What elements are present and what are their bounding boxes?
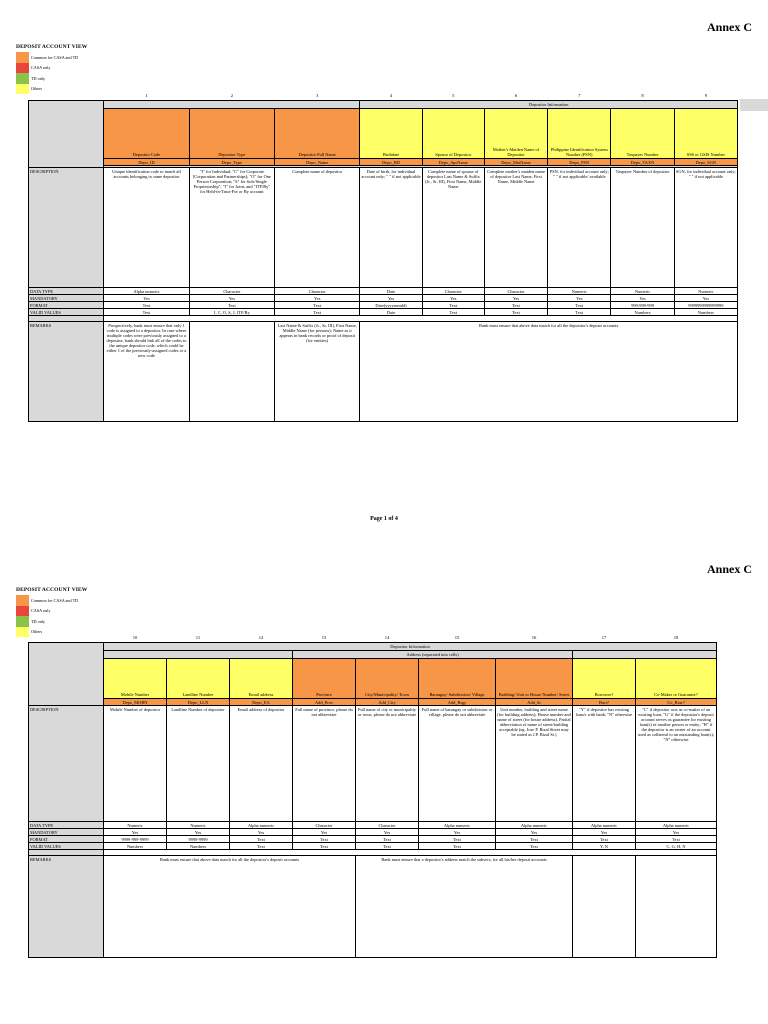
- column-number: 17: [601, 634, 607, 640]
- data-type-cell: Character: [275, 288, 360, 295]
- description-row: [29, 168, 738, 288]
- subgroup-header-row: [29, 651, 717, 659]
- subgroup-empty: [573, 651, 717, 659]
- description-cell: Landline Number of depositor: [167, 706, 230, 822]
- format-cell: 9999999999999999: [674, 302, 737, 309]
- remarks-cell: Bank must ensure that a depositor's address match the subsecs, for all his/her deposit accounts: [356, 856, 573, 958]
- legend-item: Others: [16, 627, 78, 638]
- field-code: Depo_EA: [230, 699, 293, 706]
- row-label-data-type: DATA TYPE: [29, 822, 104, 829]
- legend-swatch: [16, 73, 29, 84]
- field-name: Barangay/ Subdivision/ Village: [419, 659, 496, 699]
- mandatory-cell: Yes: [573, 829, 636, 836]
- valid-values-cell: Numbers: [611, 309, 674, 316]
- field-code: Depo_TAXN: [611, 159, 674, 166]
- field-code: Depo_ID: [104, 159, 189, 166]
- format-cell: Text: [484, 302, 547, 309]
- data-type-cell: Character: [422, 288, 484, 295]
- valid-values-cell: I, C, O, S, J, ITF/By: [189, 309, 274, 316]
- field-code-row: [29, 699, 717, 706]
- field-code: Depo_MotName: [484, 159, 547, 166]
- column-number-row: [29, 634, 717, 643]
- row-label-remarks: REMARKS: [29, 856, 104, 958]
- format-cell: Text: [573, 836, 636, 843]
- field-code: Depo_Type: [189, 159, 274, 166]
- legend-swatch: [16, 52, 29, 63]
- subgroup-empty: [104, 651, 293, 659]
- field-code: Depo_Name: [275, 159, 360, 166]
- corner-cell: [29, 101, 104, 168]
- valid-values-cell: Text: [275, 309, 360, 316]
- page-2: [0, 550, 768, 1024]
- mandatory-cell: Yes: [422, 295, 484, 302]
- format-cell: 9999-9999: [167, 836, 230, 843]
- description-cell: "Y" if depositor has existing loan/s with bank; "N" otherwise: [573, 706, 636, 822]
- field-name: Philippine Identification System Number (PSN): [548, 109, 611, 159]
- mandatory-row: [29, 829, 717, 836]
- field-name: Co-Maker or Guarantor?: [636, 659, 717, 699]
- description-cell: Complete mother's maiden name of depositor Last Name, First Name, Middle Name: [484, 168, 547, 288]
- valid-values-cell: Text: [230, 843, 293, 850]
- field-name: Taxpayer Number: [611, 109, 674, 159]
- corner-cell: [29, 643, 104, 706]
- column-number: 2: [230, 92, 233, 98]
- row-label-description: DESCRIPTION: [29, 706, 104, 822]
- format-cell: Text: [293, 836, 356, 843]
- field-code: Depo_PSN: [548, 159, 611, 166]
- column-number: 10: [132, 634, 138, 640]
- format-cell: Text: [422, 302, 484, 309]
- group-header: Depositor Information: [104, 643, 717, 651]
- valid-values-cell: Text: [419, 843, 496, 850]
- format-cell: Text: [419, 836, 496, 843]
- valid-values-cell: Text: [356, 843, 419, 850]
- column-number: 13: [321, 634, 327, 640]
- field-code: Add_Prov: [293, 699, 356, 706]
- field-name: Depositor Type: [189, 109, 274, 159]
- column-number: 14: [384, 634, 390, 640]
- column-number: 3: [316, 92, 319, 98]
- column-number: 12: [258, 634, 264, 640]
- format-cell: Text: [356, 836, 419, 843]
- legend-item: Common for CASA and TD: [16, 595, 78, 606]
- group-header-row: [29, 643, 717, 651]
- side-tab: [740, 99, 768, 111]
- remarks-row: [29, 856, 717, 958]
- format-cell: Text: [636, 836, 717, 843]
- field-code: Depo_LLN: [167, 699, 230, 706]
- format-cell: 999-999-999: [611, 302, 674, 309]
- column-number-row: [29, 92, 738, 101]
- data-type-cell: Alpha numeric: [230, 822, 293, 829]
- field-name: Mobile Number: [104, 659, 167, 699]
- data-type-cell: Numeric: [674, 288, 737, 295]
- row-label-mandatory: MANDATORY: [29, 295, 104, 302]
- mandatory-cell: Yes: [496, 829, 573, 836]
- mandatory-cell: Yes: [293, 829, 356, 836]
- mandatory-cell: Yes: [167, 829, 230, 836]
- remarks-cell: [573, 856, 636, 958]
- mandatory-cell: Yes: [104, 829, 167, 836]
- legend-swatch: [16, 63, 29, 74]
- mandatory-cell: Yes: [104, 295, 189, 302]
- column-number: 5: [452, 92, 455, 98]
- field-name-row: [29, 659, 717, 699]
- legend-swatch: [16, 606, 29, 617]
- remarks-cell: [189, 322, 274, 422]
- data-type-cell: Alpha numeric: [104, 288, 189, 295]
- description-cell: Complete name of depositor: [275, 168, 360, 288]
- spec-table-page1: [28, 92, 738, 422]
- valid-values-cell: C, G, H, N: [636, 843, 717, 850]
- field-code: Depo_MOBN: [104, 699, 167, 706]
- mandatory-cell: Yes: [484, 295, 547, 302]
- field-code: Depo_BD: [360, 159, 422, 166]
- column-number: 16: [531, 634, 537, 640]
- description-cell: Date of birth, for individual account only; " " if not applicable: [360, 168, 422, 288]
- field-name: Depositor Full Name: [275, 109, 360, 159]
- data-type-cell: Date: [360, 288, 422, 295]
- mandatory-cell: Yes: [356, 829, 419, 836]
- data-type-row: [29, 822, 717, 829]
- column-number: 15: [454, 634, 460, 640]
- view-title: DEPOSIT ACCOUNT VIEW: [16, 44, 88, 50]
- remarks-cell: Bank must ensure that above data match for all the depositor's deposit accounts: [360, 322, 738, 422]
- field-code: Borr?: [573, 699, 636, 706]
- field-code: Add_City: [356, 699, 419, 706]
- column-number: 11: [195, 634, 201, 640]
- data-type-cell: Alpha numeric: [496, 822, 573, 829]
- legend: [16, 595, 78, 637]
- valid-values-row: [29, 309, 738, 316]
- column-number: 7: [578, 92, 581, 98]
- field-name: Spouse of Depositor: [422, 109, 484, 159]
- description-cell: Taxpayer Number of depositor: [611, 168, 674, 288]
- mandatory-cell: Yes: [636, 829, 717, 836]
- legend: [16, 52, 78, 94]
- row-label-description: DESCRIPTION: [29, 168, 104, 288]
- view-title: DEPOSIT ACCOUNT VIEW: [16, 587, 88, 593]
- data-type-cell: Numeric: [548, 288, 611, 295]
- row-label-format: FORMAT: [29, 836, 104, 843]
- valid-values-cell: Text: [104, 309, 189, 316]
- description-cell: Unit number, building and street name (for building address); House number and name of street (for house address). Partial abbreviation of name of street/building acceptable (eg. Jose P. Rizal Street may be stated as J.P. Rizal St.): [496, 706, 573, 822]
- field-name: Mother's Maiden Name of Depositor: [484, 109, 547, 159]
- data-type-cell: Numeric: [167, 822, 230, 829]
- legend-item: CASA only: [16, 63, 78, 74]
- field-code: Depo_SpoName: [422, 159, 484, 166]
- description-cell: SGN, for individual account only; " " if not applicable: [674, 168, 737, 288]
- field-name: Landline Number: [167, 659, 230, 699]
- field-name: Birthdate: [360, 109, 422, 159]
- valid-values-cell: Date: [360, 309, 422, 316]
- format-row: [29, 836, 717, 843]
- format-cell: Text: [189, 302, 274, 309]
- remarks-cell: Bank must ensure that above data match for all the depositor's deposit accounts: [104, 856, 356, 958]
- address-header: Address (separated into cells): [293, 651, 573, 659]
- description-cell: "I" for Individual; "C" for Corporate [Corporation and Partnerships]; "O" for One Person Corporation; "S" for Sole/Single Proprietorship"; "J" for Joint; and "ITF/By" for Held-in-Trust-For or By account: [189, 168, 274, 288]
- mandatory-cell: Yes: [189, 295, 274, 302]
- mandatory-cell: Yes: [611, 295, 674, 302]
- mandatory-cell: Yes: [275, 295, 360, 302]
- legend-item: Common for CASA and TD: [16, 52, 78, 63]
- field-code: Co_Borr?: [636, 699, 717, 706]
- valid-values-cell: Text: [496, 843, 573, 850]
- column-number: 1: [145, 92, 148, 98]
- valid-values-row: [29, 843, 717, 850]
- format-cell: Text: [230, 836, 293, 843]
- legend-swatch: [16, 616, 29, 627]
- data-type-row: [29, 288, 738, 295]
- field-name: Building/ Unit or House Number/ Street: [496, 659, 573, 699]
- format-row: [29, 302, 738, 309]
- row-label-valid-values: VALID VALUES: [29, 843, 104, 850]
- field-code: Add_St: [496, 699, 573, 706]
- group-header-row: [29, 101, 738, 109]
- description-row: [29, 706, 717, 822]
- field-name: Email address: [230, 659, 293, 699]
- mandatory-cell: Yes: [674, 295, 737, 302]
- row-label-remarks: REMARKS: [29, 322, 104, 422]
- legend-item: Others: [16, 84, 78, 95]
- valid-values-cell: Numbers: [674, 309, 737, 316]
- remarks-cell: Prospectively, bank must ensure that only 1 code is assigned to a depositor. In case where multiple codes were previously assigned to a depositor, bank should link all of the codes to the unique depositor code, which could be either 1 of the previously-assigned codes or a new code: [104, 322, 189, 422]
- legend-item: TD only: [16, 73, 78, 84]
- format-cell: Text: [496, 836, 573, 843]
- data-type-cell: Alpha numeric: [419, 822, 496, 829]
- field-code: Add_Brgy: [419, 699, 496, 706]
- remarks-cell: Last Name & Suffix (Jr., Sr, III), First Name, Middle Name (for persons); Name as it appears in bank records or proof of deposit (for entities): [275, 322, 360, 422]
- column-number: 18: [673, 634, 679, 640]
- remarks-cell: [636, 856, 717, 958]
- legend-item: CASA only: [16, 606, 78, 617]
- field-name-row: [29, 109, 738, 159]
- field-name: Borrower?: [573, 659, 636, 699]
- valid-values-cell: Text: [548, 309, 611, 316]
- valid-values-cell: Y, N: [573, 843, 636, 850]
- data-type-cell: Alpha numeric: [636, 822, 717, 829]
- field-name: Depositor Code: [104, 109, 189, 159]
- column-number: 4: [389, 92, 393, 98]
- mandatory-cell: Yes: [548, 295, 611, 302]
- group-header-empty: [104, 101, 360, 109]
- description-cell: Complete name of spouse of depositor Last Name & Suffix (Jr., Sr, III), First Name, Middle Name: [422, 168, 484, 288]
- valid-values-cell: Text: [484, 309, 547, 316]
- row-label-valid-values: VALID VALUES: [29, 309, 104, 316]
- data-type-cell: Numeric: [611, 288, 674, 295]
- valid-values-cell: Text: [422, 309, 484, 316]
- format-cell: 9999-999-9999: [104, 836, 167, 843]
- field-name: Province: [293, 659, 356, 699]
- mandatory-cell: Yes: [419, 829, 496, 836]
- row-label-format: FORMAT: [29, 302, 104, 309]
- data-type-cell: Character: [356, 822, 419, 829]
- valid-values-cell: Text: [293, 843, 356, 850]
- mandatory-cell: Yes: [360, 295, 422, 302]
- remarks-row: [29, 322, 738, 422]
- description-cell: Full name of province, please do not abbreviate: [293, 706, 356, 822]
- description-cell: Email address of depositor: [230, 706, 293, 822]
- format-cell: Text: [548, 302, 611, 309]
- field-code: Depo_SGN: [674, 159, 737, 166]
- data-type-cell: Character: [293, 822, 356, 829]
- field-name: City/Municipality/ Town: [356, 659, 419, 699]
- description-cell: Unique identification code to match all accounts belonging to same depositor: [104, 168, 189, 288]
- format-cell: Date(yyyymmdd): [360, 302, 422, 309]
- description-cell: Full name of barangay or subdivision or village, please do not abbreviate: [419, 706, 496, 822]
- description-cell: Full name of city or municipality or town, please do not abbreviate: [356, 706, 419, 822]
- description-cell: Mobile Number of depositor: [104, 706, 167, 822]
- mandatory-row: [29, 295, 738, 302]
- data-type-cell: Character: [484, 288, 547, 295]
- format-cell: Text: [275, 302, 360, 309]
- data-type-cell: Numeric: [104, 822, 167, 829]
- group-header: Depositor Information: [360, 101, 738, 109]
- column-number: 6: [514, 92, 518, 98]
- page-footer: Page 1 of 4: [370, 516, 398, 522]
- annex-label: Annex C: [706, 562, 752, 576]
- field-code-row: [29, 159, 738, 166]
- description-cell: PSN, for individual account only; " " if not applicable/ available: [548, 168, 611, 288]
- valid-values-cell: Numbers: [104, 843, 167, 850]
- mandatory-cell: Yes: [230, 829, 293, 836]
- legend-item: TD only: [16, 616, 78, 627]
- field-name: SSS or GSIS Number: [674, 109, 737, 159]
- valid-values-cell: Numbers: [167, 843, 230, 850]
- data-type-cell: Character: [189, 288, 274, 295]
- row-label-data-type: DATA TYPE: [29, 288, 104, 295]
- row-label-mandatory: MANDATORY: [29, 829, 104, 836]
- column-number: 9: [704, 92, 707, 98]
- column-number: 8: [641, 92, 644, 98]
- spec-table-page2: [28, 634, 717, 958]
- data-type-cell: Alpha numeric: [573, 822, 636, 829]
- annex-label: Annex C: [706, 20, 752, 34]
- description-cell: "C" if depositor acts as co-maker of an existing loan; "G" if the depositor's deposit account serves as guarantee for existing loan(s) of another person or entity; "H" if the depositor is an owner of an account used as collateral to an outstanding loan(s); "N" otherwise: [636, 706, 717, 822]
- format-cell: Text: [104, 302, 189, 309]
- legend-swatch: [16, 595, 29, 606]
